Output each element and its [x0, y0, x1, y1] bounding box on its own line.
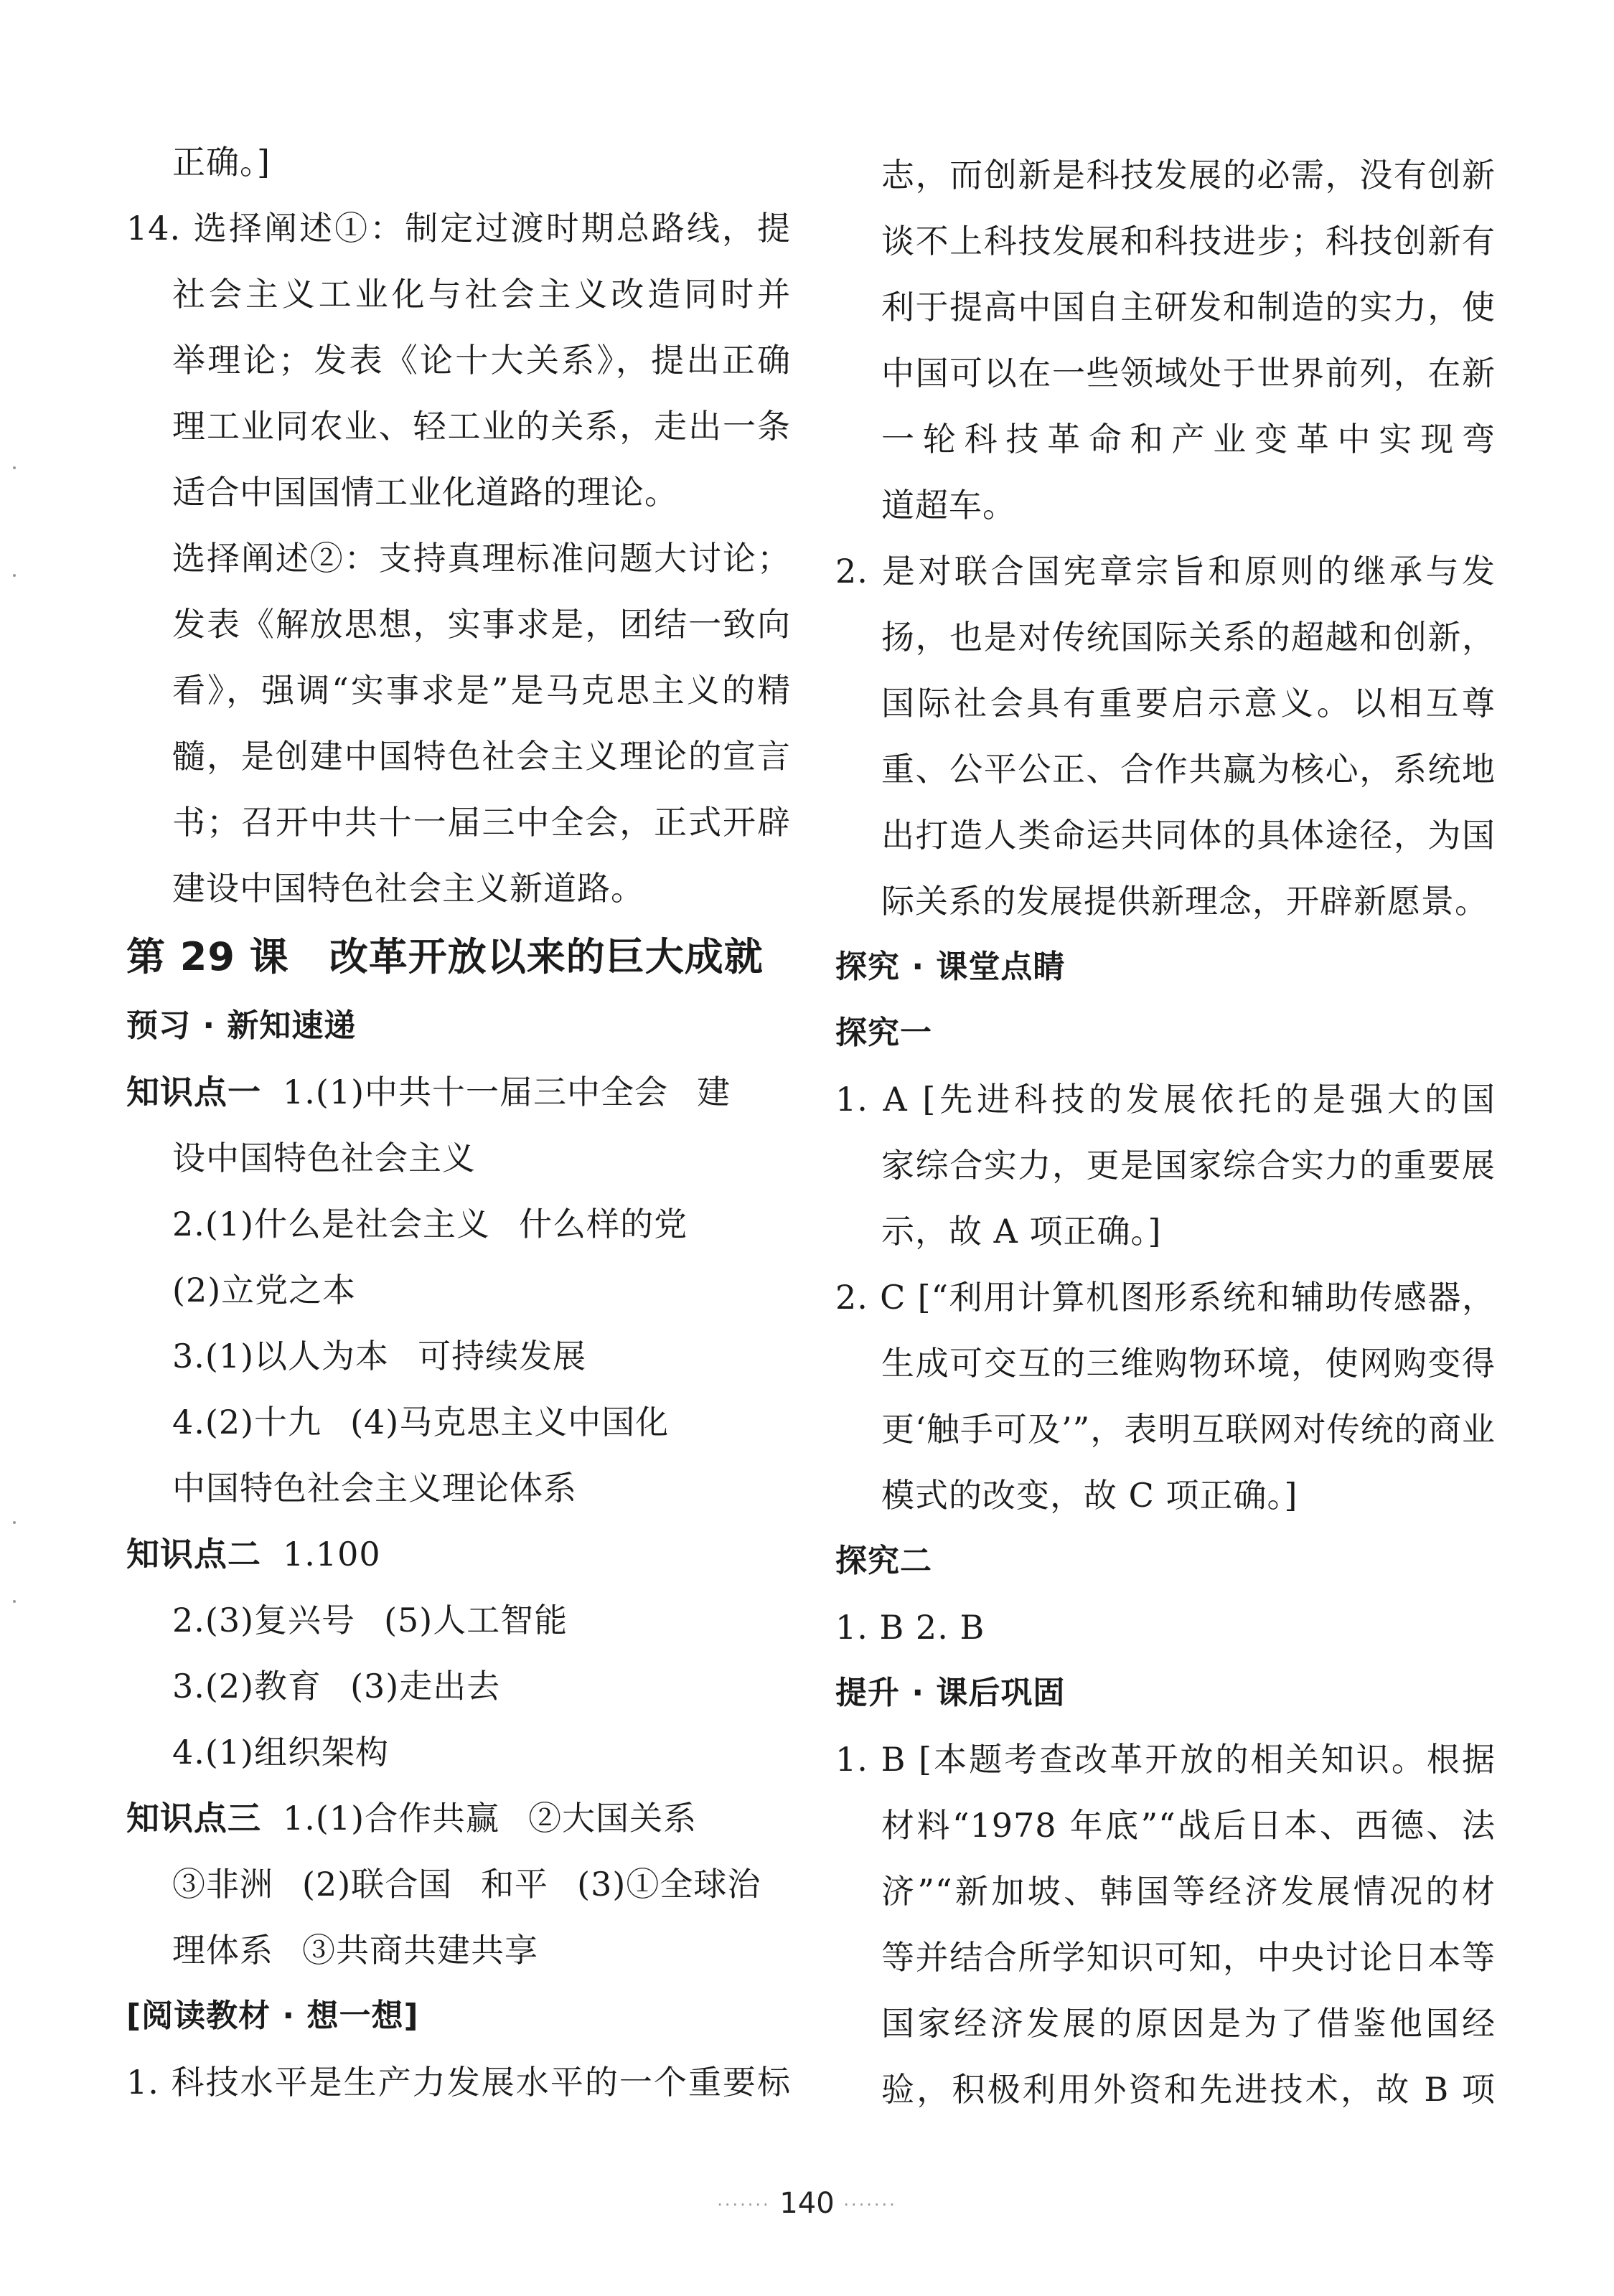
answer-text: (3)①全球治 [577, 1865, 761, 1904]
text-line: 利于提高中国自主研发和制造的实力，使 [881, 288, 1496, 326]
answer-text: 4.(2)十九 [172, 1403, 322, 1441]
answer-text: 2.(1)什么是社会主义 [172, 1205, 491, 1243]
knowledge-point-1 [126, 1059, 791, 1125]
knowledge-point-3 [126, 1785, 791, 1851]
text-line: 出打造人类命运共同体的具体途径，为国 [881, 816, 1496, 855]
text-line [126, 1851, 791, 1917]
text-line: 2. C [“利用计算机图形系统和辅助传感器， [835, 1278, 1496, 1317]
knowledge-point-label: 知识点一 [126, 1073, 261, 1111]
text-line: 设中国特色社会主义 [172, 1139, 476, 1177]
text-line: 4.(1)组织架构 [172, 1733, 390, 1772]
text-line: 生成可交互的三维购物环境，使网购变得 [881, 1344, 1496, 1383]
answer-text: 和平 [481, 1865, 549, 1904]
lesson-title [126, 921, 791, 993]
text-line: 1. B 2. B [835, 1608, 985, 1647]
text-line: 一轮科技革命和产业变革中实现弯 [881, 420, 1496, 458]
text-line: 2. 是对联合国宪章宗旨和原则的继承与发 [835, 552, 1496, 591]
text-line: 看》，强调“实事求是”是马克思主义的精 [172, 671, 791, 710]
text-line: 志，而创新是科技发展的必需，没有创新 [881, 156, 1496, 194]
knowledge-point-label: 知识点三 [126, 1799, 261, 1838]
text-line: 书；召开中共十一届三中全会，正式开辟 [172, 803, 791, 842]
answer-text: 什么样的党 [519, 1205, 688, 1243]
text-line: 济”“新加坡、韩国等经济发展情况的材 [881, 1872, 1496, 1911]
answer-text: 1.(1)中共十一届三中全会 [283, 1073, 669, 1111]
text-line: 验，积极利用外资和先进技术，故 B 项 [881, 2070, 1496, 2109]
text-line: 际关系的发展提供新理念，开辟新愿景。 [881, 882, 1488, 921]
text-line [126, 1653, 791, 1719]
text-line: 示，故 A 项正确。] [881, 1212, 1162, 1251]
text-line: 髓，是创建中国特色社会主义理论的宣言 [172, 737, 791, 776]
margin-mark [13, 466, 16, 469]
text-line: 1. 科技水平是生产力发展水平的一个重要标 [126, 2063, 791, 2102]
left-column [126, 129, 791, 2115]
lesson-number: 第 29 课 [126, 934, 289, 979]
text-line: 等并结合所学知识可知，中央讨论日本等 [881, 1938, 1496, 1977]
margin-mark [13, 1600, 16, 1603]
text-line: 发表《解放思想，实事求是，团结一致向 [172, 605, 791, 644]
text-line: 1. B [本题考查改革开放的相关知识。根据 [835, 1740, 1496, 1779]
text-line: 14. 选择阐述①：制定过渡时期总路线，提 [126, 209, 791, 248]
answer-text: 2.(3)复兴号 [172, 1601, 356, 1639]
answer-text: (5)人工智能 [384, 1601, 568, 1639]
text-line: 中国可以在一些领域处于世界前列，在新 [881, 354, 1496, 392]
text-line [126, 1191, 791, 1257]
dot-leader: ······· [843, 2195, 897, 2215]
subsection-heading: 探究一 [835, 1015, 932, 1051]
margin-mark [13, 1521, 16, 1524]
text-line: 模式的改变，故 C 项正确。] [881, 1476, 1298, 1515]
page-number-footer [0, 2187, 1614, 2220]
answer-text: ②大国关系 [528, 1799, 698, 1838]
knowledge-point-label: 知识点二 [126, 1535, 261, 1573]
knowledge-point-2 [126, 1521, 791, 1587]
answer-text: 建 [697, 1073, 731, 1111]
margin-mark [13, 574, 16, 577]
text-line: 更‘触手可及’”，表明互联网对传统的商业 [881, 1410, 1496, 1449]
answer-text: (3)走出去 [350, 1667, 501, 1705]
text-line: 社会主义工业化与社会主义改造同时并 [172, 275, 791, 314]
right-column [835, 142, 1496, 2122]
page-number: 140 [779, 2187, 835, 2220]
text-line: 选择阐述②：支持真理标准问题大讨论； [172, 539, 791, 578]
text-line: 重、公平公正、合作共赢为核心，系统地 [881, 750, 1496, 789]
text-line: 国际社会具有重要启示意义。以相互尊 [881, 684, 1496, 723]
text-line: 举理论；发表《论十大关系》，提出正确 [172, 341, 791, 380]
text-line: 材料“1978 年底”“战后日本、西德、法 [881, 1806, 1496, 1845]
subsection-heading: 探究二 [835, 1543, 932, 1579]
text-line: (2)立党之本 [172, 1271, 357, 1309]
answer-text: (4)马克思主义中国化 [350, 1403, 670, 1441]
answer-text: 1.100 [283, 1535, 381, 1573]
text-line: 道超车。 [881, 486, 1016, 524]
answer-text: (2)联合国 [302, 1865, 453, 1904]
reading-heading: [阅读教材 · 想一想] [126, 1998, 419, 2034]
answer-text: 3.(2)教育 [172, 1667, 322, 1705]
text-line [126, 1323, 791, 1389]
text-line [126, 1389, 791, 1455]
answer-text: 可持续发展 [418, 1337, 587, 1375]
text-line: 国家经济发展的原因是为了借鉴他国经 [881, 2004, 1496, 2043]
text-line: 中国特色社会主义理论体系 [172, 1469, 577, 1507]
answer-text: ③共商共建共享 [302, 1931, 538, 1970]
text-line: 建设中国特色社会主义新道路。 [172, 869, 644, 908]
text-line: 1. A [先进科技的发展依托的是强大的国 [835, 1080, 1496, 1119]
dot-leader: ······· [717, 2195, 771, 2215]
text-line: 谈不上科技发展和科技进步；科技创新有 [881, 222, 1496, 260]
section-heading-explore: 探究 · 课堂点睛 [835, 949, 1066, 985]
text-line: 理工业同农业、轻工业的关系，走出一条 [172, 407, 791, 446]
answer-text: ③非洲 [172, 1865, 273, 1904]
answer-text: 理体系 [172, 1931, 273, 1970]
text-line: 扬，也是对传统国际关系的超越和创新， [881, 618, 1496, 657]
section-heading-preview: 预习 · 新知速递 [126, 1007, 357, 1044]
text-line: 家综合实力，更是国家综合实力的重要展 [881, 1146, 1496, 1185]
answer-text: 3.(1)以人为本 [172, 1337, 390, 1375]
section-heading-improve: 提升 · 课后巩固 [835, 1675, 1066, 1711]
answer-text: 1.(1)合作共赢 [283, 1799, 500, 1838]
text-line: 正确。] [172, 143, 271, 182]
text-line [126, 1587, 791, 1653]
lesson-name: 改革开放以来的巨大成就 [329, 934, 764, 979]
text-line: 适合中国国情工业化道路的理论。 [172, 473, 678, 512]
text-line [126, 1917, 791, 1983]
